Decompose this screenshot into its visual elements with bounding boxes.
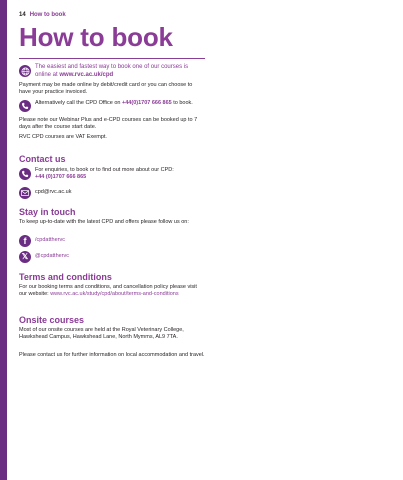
- terms-body: For our booking terms and conditions, and cancellation policy please visit our website:: [19, 284, 197, 298]
- left-accent-bar: [0, 0, 7, 480]
- webinar-note: Please note our Webinar Plus and e-CPD courses can be booked up to 7 days after the course start date.: [19, 117, 198, 131]
- onsite-text-2: Please contact us for further information on local accommodation and travel.: [19, 352, 205, 358]
- contact-email-row: [19, 187, 71, 199]
- online-booking-link[interactable]: www.rvc.ac.uk/cpd: [59, 71, 114, 78]
- twitter-row: [19, 251, 69, 263]
- terms-text: [19, 284, 205, 299]
- online-booking-row: [19, 64, 205, 79]
- globe-icon: [19, 65, 31, 77]
- booking-phone-number[interactable]: +44(0)1707 666 865: [122, 100, 172, 106]
- phone-icon: [19, 100, 31, 112]
- contact-heading: Contact us: [19, 154, 66, 164]
- vat-note: RVC CPD courses are VAT Exempt.: [19, 134, 107, 140]
- onsite-text-1: Most of our onsite courses are held at the Royal Veterinary College, Hawkshead Campus, Hawkshead Lane, North Mymms, AL9 7TA.: [19, 327, 184, 341]
- contact-phone-text: [35, 167, 174, 182]
- phone-icon: [19, 168, 31, 180]
- online-booking-lead: The easiest and fastest way to book one of our courses is online at: [35, 64, 189, 78]
- title-divider: [19, 58, 205, 59]
- running-section-title: How to book: [29, 12, 66, 18]
- contact-enquiry-text: For enquiries, to book or to find out more about our CPD:: [35, 167, 174, 173]
- twitter-handle[interactable]: @cpdatthervc: [35, 253, 70, 259]
- terms-link[interactable]: www.rvc.ac.uk/study/cpd/about/terms-and-conditions: [50, 291, 179, 298]
- phone-booking-pre: Alternatively call the CPD Office on: [35, 100, 123, 106]
- page-title: How to book: [19, 22, 173, 52]
- page-number: 14: [19, 12, 26, 18]
- facebook-row: [19, 235, 65, 247]
- contact-phone-row: [19, 167, 205, 182]
- contact-email[interactable]: cpd@rvc.ac.uk: [35, 189, 72, 195]
- payment-text: Payment may be made online by debit/credit card or you can choose to have your practice invoiced.: [19, 82, 193, 96]
- phone-booking-row: [19, 100, 205, 112]
- running-header: [19, 12, 66, 18]
- phone-booking-post: to book.: [171, 100, 193, 106]
- facebook-icon: f: [19, 235, 31, 247]
- twitter-x-icon: 𝕏: [19, 251, 31, 263]
- facebook-handle[interactable]: /cpdatthervc: [35, 237, 65, 243]
- email-icon: [19, 187, 31, 199]
- onsite-heading: Onsite courses: [19, 315, 85, 325]
- contact-phone-number[interactable]: +44 (0)1707 666 865: [35, 174, 87, 181]
- social-heading: Stay in touch: [19, 207, 76, 217]
- social-text: To keep up-to-date with the latest CPD and offers please follow us on:: [19, 219, 189, 225]
- terms-heading: Terms and conditions: [19, 272, 112, 282]
- online-booking-text: [35, 64, 205, 79]
- phone-booking-text: [35, 100, 193, 107]
